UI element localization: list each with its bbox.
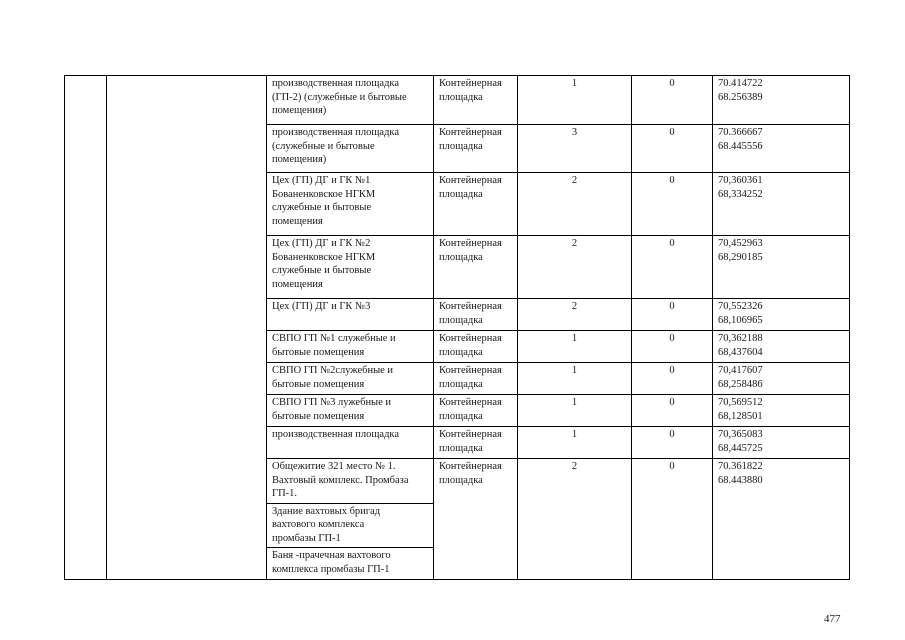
container-count: 2 — [518, 236, 632, 299]
object-name: Баня -прачечная вахтового комплекса промбазы ГП-1 — [267, 548, 434, 580]
zero-value: 0 — [632, 76, 713, 125]
page-number: 477 — [824, 613, 841, 625]
zero-value: 0 — [632, 459, 713, 580]
object-name: производственная площадка (ГП-2) (служебные и бытовые помещения) — [267, 76, 434, 125]
site-type: Контейнерная площадка — [434, 363, 518, 395]
object-name: Цех (ГП) ДГ и ГК №2 Бованенковское НГКМ служебные и бытовые помещения — [267, 236, 434, 299]
object-name: СВПО ГП №2служебные и бытовые помещения — [267, 363, 434, 395]
container-count: 2 — [518, 299, 632, 331]
zero-value: 0 — [632, 299, 713, 331]
coordinates: 70,362188 68,437604 — [713, 331, 850, 363]
zero-value: 0 — [632, 427, 713, 459]
empty-cell — [107, 76, 267, 580]
container-count: 1 — [518, 427, 632, 459]
site-type: Контейнерная площадка — [434, 76, 518, 125]
site-type: Контейнерная площадка — [434, 236, 518, 299]
coordinates: 70,452963 68,290185 — [713, 236, 850, 299]
zero-value: 0 — [632, 331, 713, 363]
object-name: СВПО ГП №1 служебные и бытовые помещения — [267, 331, 434, 363]
container-count: 3 — [518, 125, 632, 173]
container-count: 2 — [518, 459, 632, 580]
site-type: Контейнерная площадка — [434, 427, 518, 459]
coordinates: 70,365083 68,445725 — [713, 427, 850, 459]
site-type: Контейнерная площадка — [434, 395, 518, 427]
table-row — [65, 76, 850, 125]
coordinates: 70.366667 68.445556 — [713, 125, 850, 173]
object-name: производственная площадка — [267, 427, 434, 459]
object-name: Здание вахтовых бригад вахтового комплекса промбазы ГП-1 — [267, 503, 434, 548]
object-name: Цех (ГП) ДГ и ГК №1 Бованенковское НГКМ служебные и бытовые помещения — [267, 173, 434, 236]
zero-value: 0 — [632, 125, 713, 173]
coordinates: 70.361822 68.443880 — [713, 459, 850, 580]
container-count: 1 — [518, 331, 632, 363]
objects-table — [64, 75, 850, 580]
object-name: Общежитие 321 место № 1. Вахтовый комплекс. Промбаза ГП-1. — [267, 459, 434, 504]
container-count: 1 — [518, 395, 632, 427]
site-type: Контейнерная площадка — [434, 125, 518, 173]
coordinates: 70,569512 68,128501 — [713, 395, 850, 427]
container-count: 1 — [518, 76, 632, 125]
container-count: 1 — [518, 363, 632, 395]
coordinates: 70,552326 68,106965 — [713, 299, 850, 331]
zero-value: 0 — [632, 236, 713, 299]
zero-value: 0 — [632, 173, 713, 236]
coordinates: 70,417607 68,258486 — [713, 363, 850, 395]
container-count: 2 — [518, 173, 632, 236]
object-name: производственная площадка (служебные и бытовые помещения) — [267, 125, 434, 173]
site-type: Контейнерная площадка — [434, 173, 518, 236]
empty-cell — [65, 76, 107, 580]
site-type: Контейнерная площадка — [434, 459, 518, 580]
site-type: Контейнерная площадка — [434, 331, 518, 363]
coordinates: 70,360361 68,334252 — [713, 173, 850, 236]
object-name: Цех (ГП) ДГ и ГК №3 — [267, 299, 434, 331]
coordinates: 70.414722 68.256389 — [713, 76, 850, 125]
site-type: Контейнерная площадка — [434, 299, 518, 331]
object-name: СВПО ГП №3 лужебные и бытовые помещения — [267, 395, 434, 427]
zero-value: 0 — [632, 363, 713, 395]
zero-value: 0 — [632, 395, 713, 427]
